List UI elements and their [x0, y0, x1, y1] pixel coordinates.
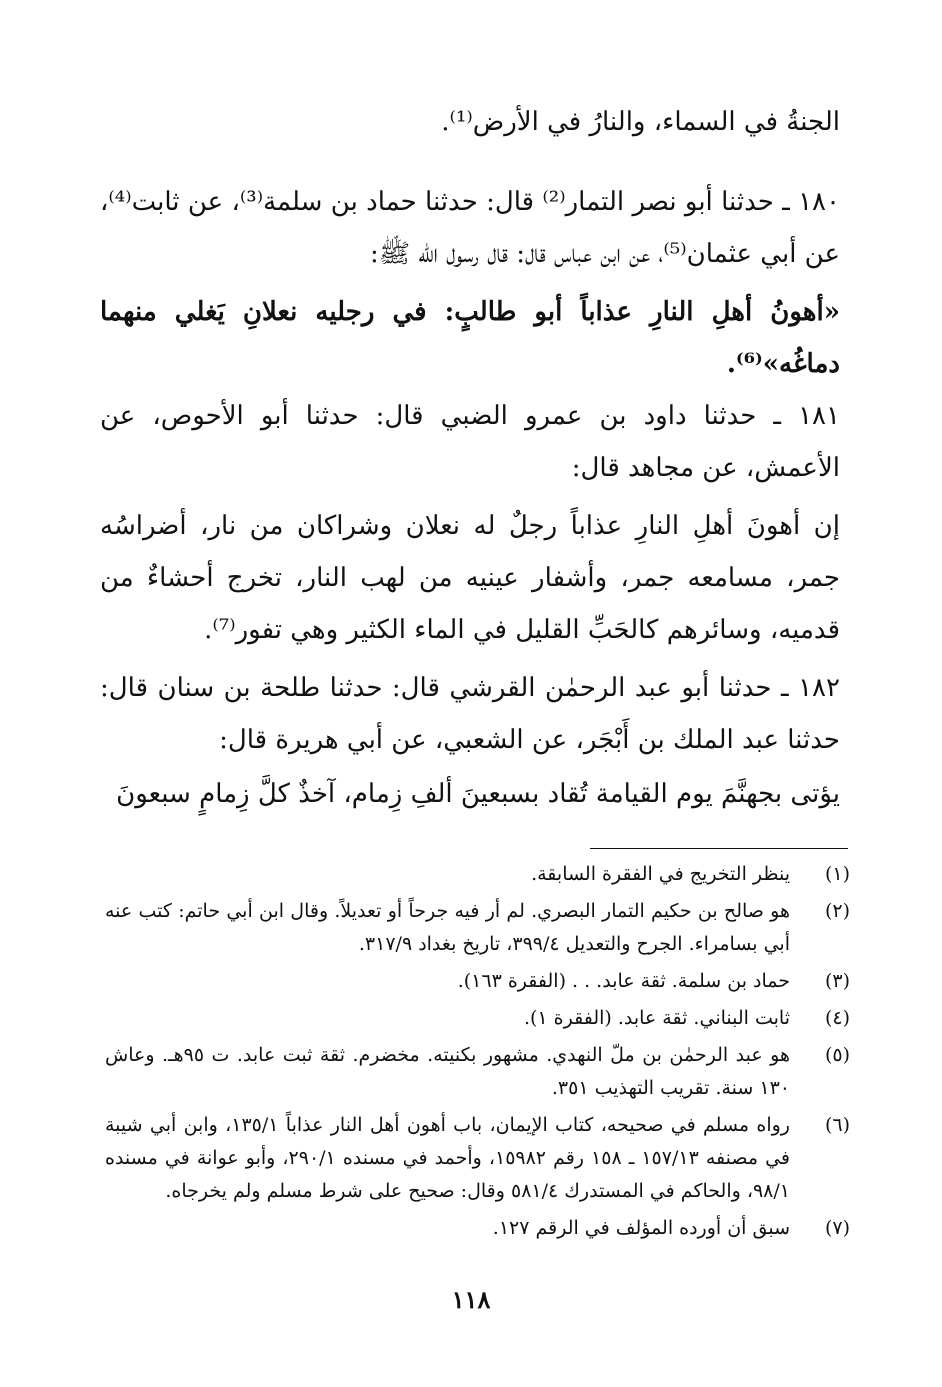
- footnote-item: [105, 1039, 850, 1105]
- paragraph-180: ١٨٠ ـ حدثنا أبو نصر التمار⁽²⁾ قال: حدثنا حماد بن سلمة⁽³⁾، عن ثابت⁽⁴⁾، عن أبي عثمان⁽⁵⁾، عن ابن عباس قال: قال رسول الله ﷺ:: [100, 187, 840, 269]
- paragraph-181: ١٨١ ـ حدثنا داود بن عمرو الضبي قال: حدثنا أبو الأحوص، عن الأعمش، عن مجاهد قال:: [100, 401, 840, 483]
- footnote-text: ثابت البناني. ثقة عابد. (الفقرة ١).: [523, 1007, 790, 1029]
- footnotes-list: [105, 858, 850, 1249]
- footnote-text: رواه مسلم في صحيحه، كتاب الإيمان، باب أهون أهل النار عذاباً ١٣٥/١، وابن أبي شيبة في مصنفه ١٥٧/١٣ ـ ١٥٨ رقم ١٥٩٨٢، وأحمد في مسنده ٢٩٠/١، وأبو عوانة في مسنده ٩٨/١، والحاكم في المستدرك ٥٨١/٤ وقال: صحيح على شرط مسلم ولم يخرجاه.: [105, 1114, 790, 1202]
- footnote-item: [105, 1002, 850, 1035]
- footnote-number: (٧): [824, 1217, 850, 1239]
- footnote-text: سبق أن أورده المؤلف في الرقم ١٢٧.: [492, 1217, 790, 1239]
- paragraph-intro: الجنةُ في السماء، والنارُ في الأرض⁽¹⁾.: [441, 107, 840, 137]
- footnote-item: [105, 965, 850, 998]
- footnote-number: (٣): [824, 970, 850, 992]
- footnote-text: حماد بن سلمة. ثقة عابد. . . (الفقرة ١٦٣).: [457, 970, 790, 992]
- footnote-number: (٢): [824, 900, 850, 922]
- footnote-number: (٥): [824, 1044, 850, 1066]
- paragraph-182: ١٨٢ ـ حدثنا أبو عبد الرحمٰن القرشي قال: حدثنا طلحة بن سنان قال: حدثنا عبد الملك بن أَبْجَر، عن الشعبي، عن أبي هريرة قال:: [100, 673, 840, 755]
- footnote-text: ينظر التخريج في الفقرة السابقة.: [531, 863, 790, 885]
- paragraph-182-text: يؤتى بجهنَّمَ يوم القيامة تُقاد بسبعينَ ألفِ زِمام، آخذٌ كلَّ زِمامٍ سبعونَ: [116, 779, 840, 809]
- footnote-item: [105, 1212, 850, 1245]
- footnote-item: [105, 858, 850, 891]
- footnote-divider: [590, 848, 848, 849]
- footnote-text: هو عبد الرحمٰن بن ملّ النهدي. مشهور بكنيته. مخضرم. ثقة ثبت عابد. ت ٩٥هـ. وعاش ١٣٠ سنة. تقريب التهذيب ٣٥١.: [105, 1044, 790, 1099]
- footnote-number: (٦): [824, 1114, 850, 1136]
- footnote-item: [105, 1109, 850, 1208]
- page-number: ١١٨: [451, 1285, 491, 1314]
- footnote-item: [105, 895, 850, 961]
- footnote-number: (٤): [824, 1007, 850, 1029]
- footnote-number: (١): [824, 863, 850, 885]
- paragraph-181-text: إن أهونَ أهلِ النارِ عذاباً رجلٌ له نعلان وشراكان من نار، أضراسُه جمر، مسامعه جمر، وأشفار عينيه من لهب النار، تخرج أحشاءٌ من قدميه، وسائرهم كالحَبِّ القليل في الماء الكثير وهي تفور⁽⁷⁾.: [100, 511, 840, 645]
- paragraph-180-hadith: «أهونُ أهلِ النارِ عذاباً أبو طالبٍ: في رجليه نعلانِ يَغلي منهما دماغُه»⁽⁶⁾.: [100, 297, 840, 379]
- footnote-text: هو صالح بن حكيم التمار البصري. لم أر فيه جرحاً أو تعديلاً. وقال ابن أبي حاتم: كتب عنه أبي بسامراء. الجرح والتعديل ٣٩٩/٤، تاريخ بغداد ٣١٧/٩.: [105, 900, 790, 955]
